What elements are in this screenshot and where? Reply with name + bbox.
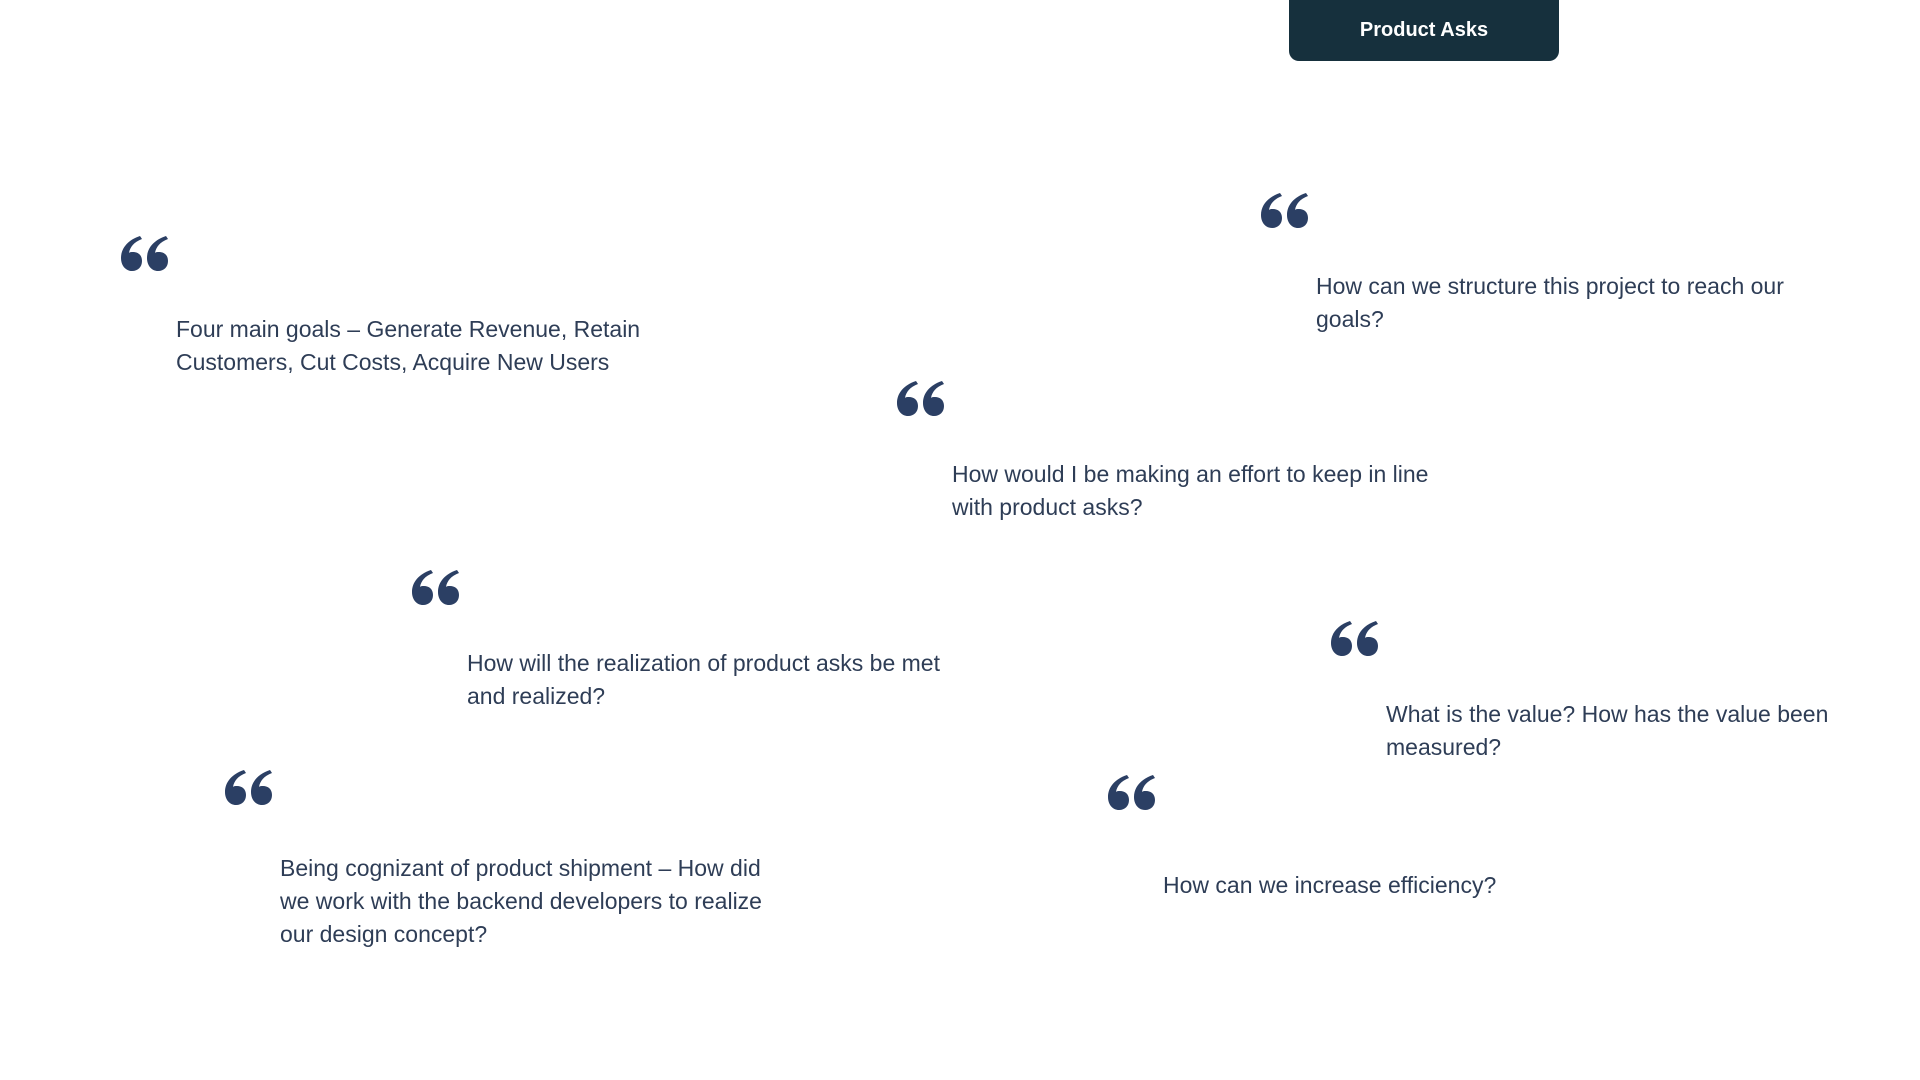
quote-text: What is the value? How has the value been measured? <box>1386 701 1829 760</box>
open-quote-icon <box>894 377 946 417</box>
product-asks-label: Product Asks <box>1359 19 1489 41</box>
open-quote-icon <box>1328 617 1380 657</box>
product-asks-tag <box>1289 0 1559 61</box>
quote-text: How will the realization of product asks be met and realized? <box>467 650 940 709</box>
quote-text: How would I be making an effort to keep in line with product asks? <box>952 461 1429 520</box>
open-quote-icon <box>409 566 461 606</box>
open-quote-icon <box>1105 771 1157 811</box>
quote-text: How can we structure this project to reach our goals? <box>1316 273 1784 332</box>
open-quote-icon <box>118 232 170 272</box>
open-quote-icon <box>1258 189 1310 229</box>
open-quote-icon <box>222 766 274 806</box>
quote-text: Four main goals – Generate Revenue, Retain Customers, Cut Costs, Acquire New Users <box>176 316 641 375</box>
quote-text: Being cognizant of product shipment – How did we work with the backend developers to realize our design concept? <box>280 855 762 947</box>
quote-text: How can we increase efficiency? <box>1163 872 1497 898</box>
